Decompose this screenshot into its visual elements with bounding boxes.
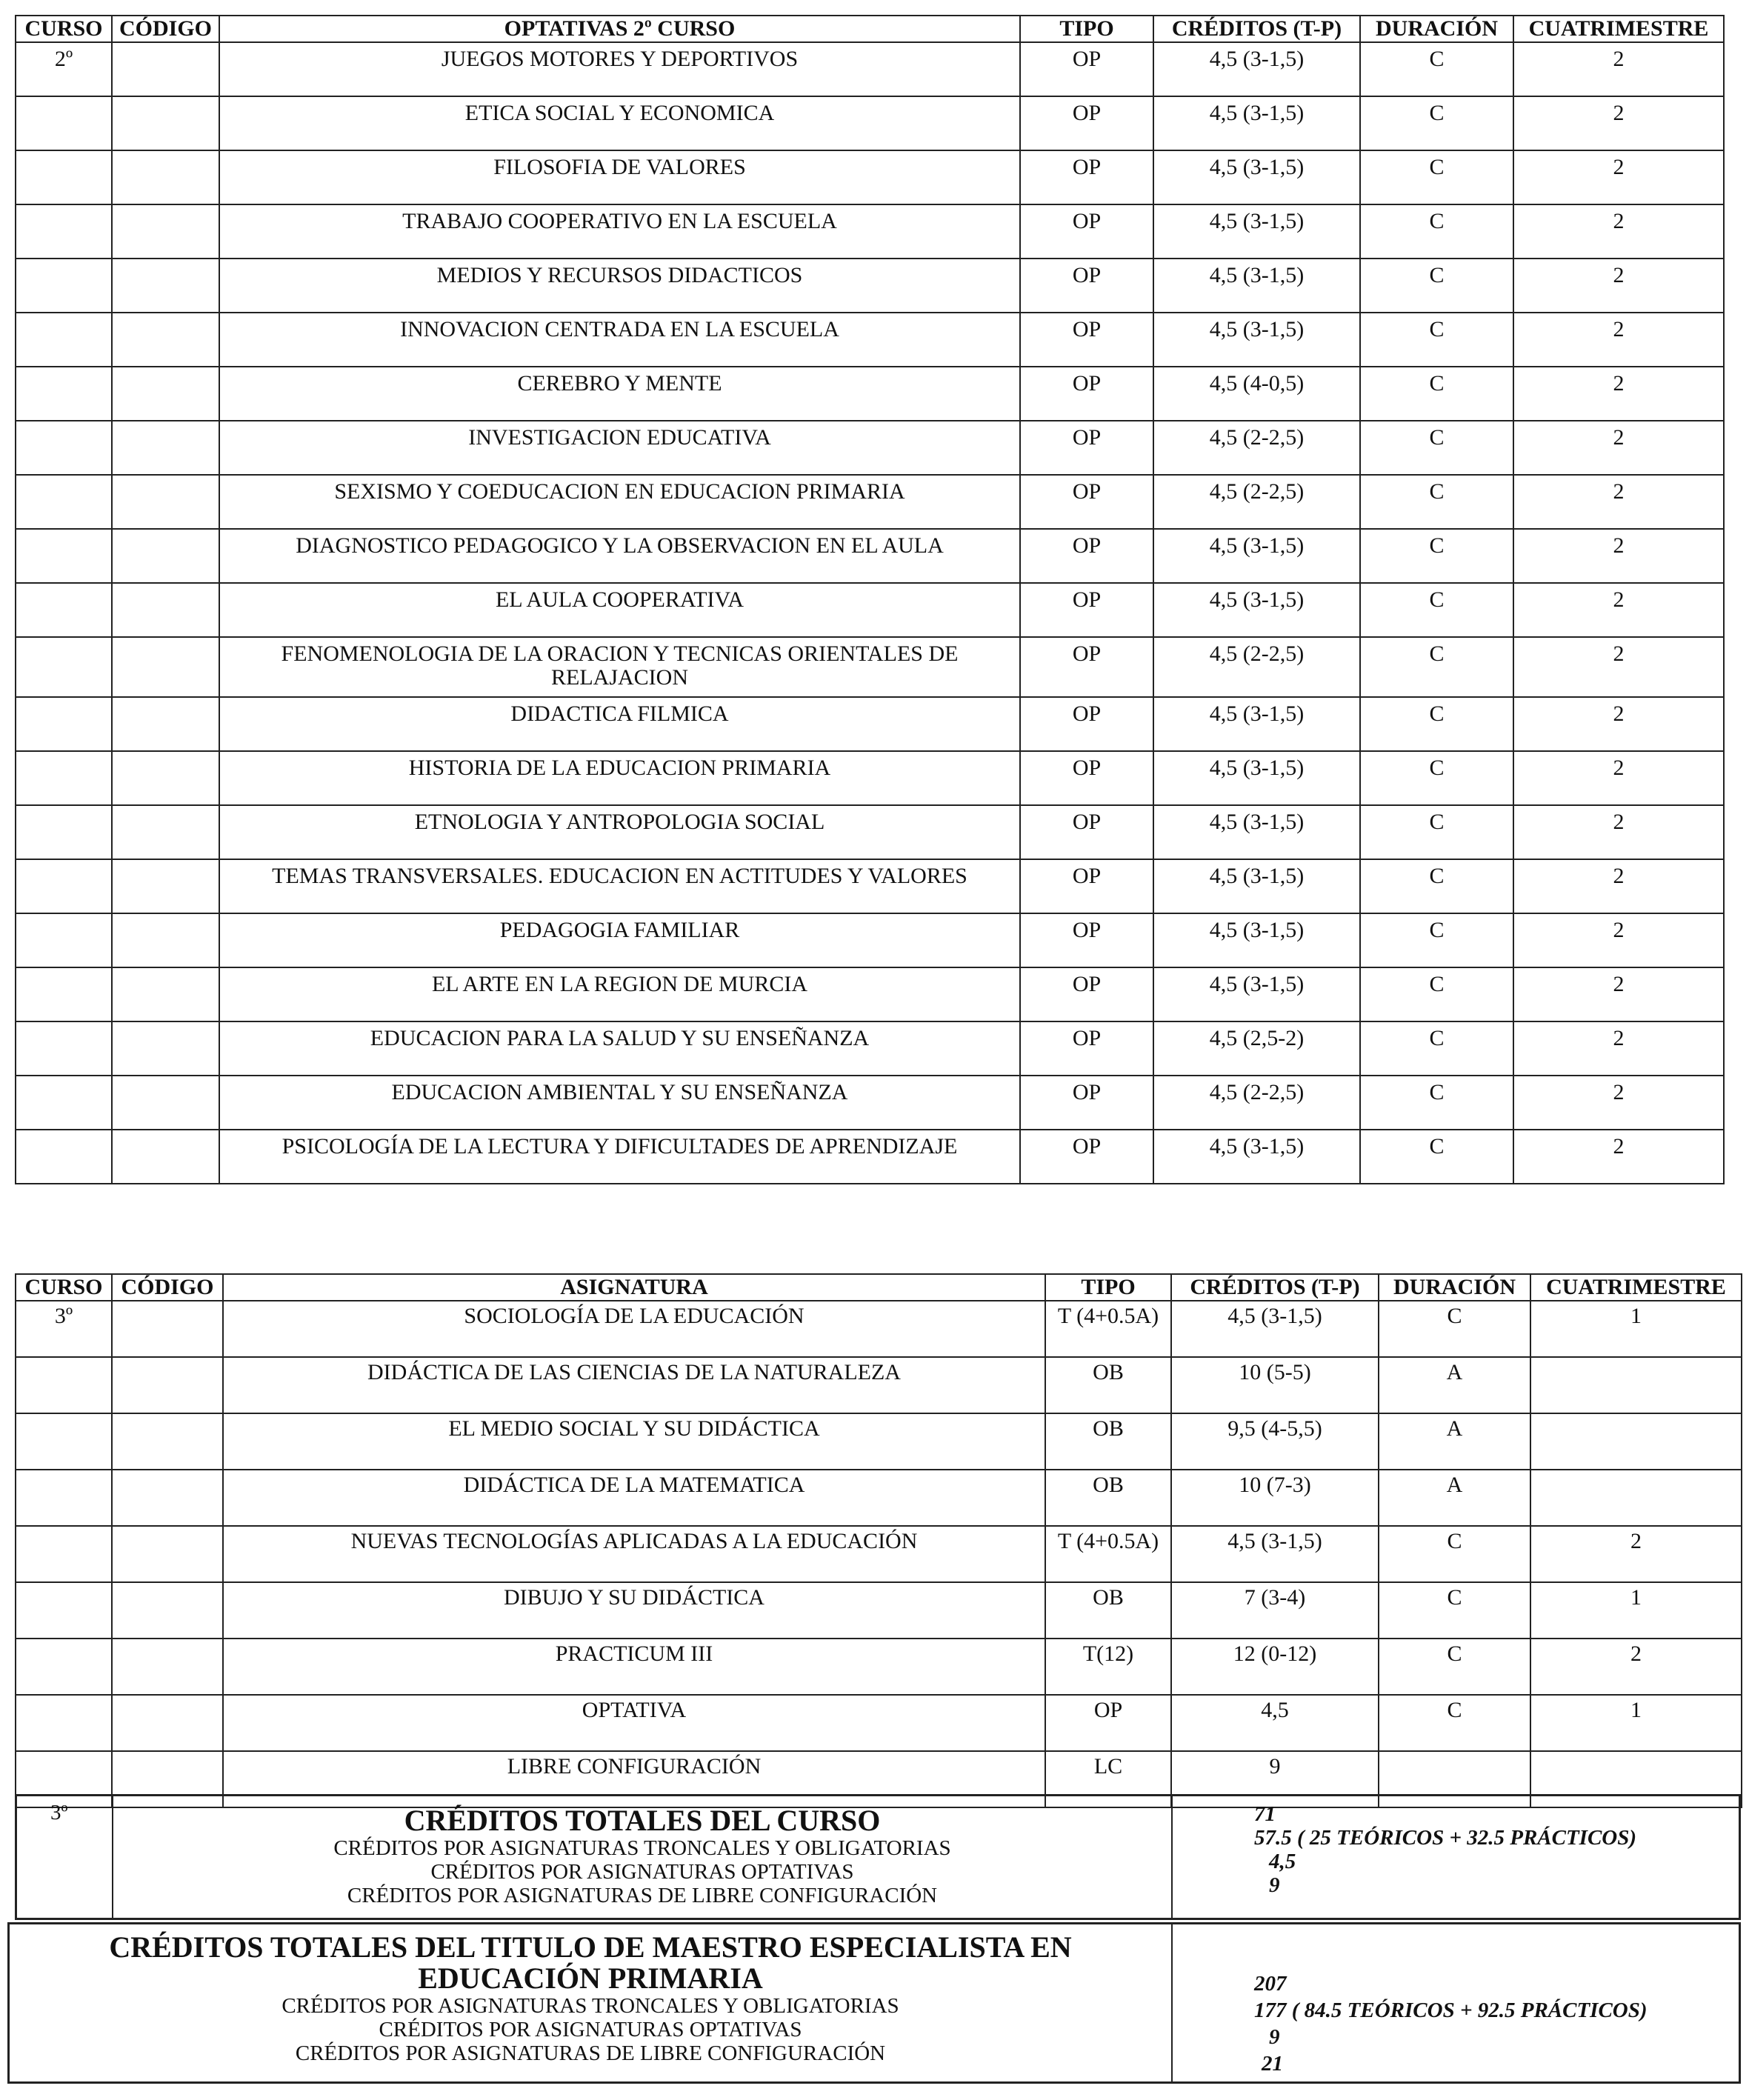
- asignatura-cell: INNOVACION CENTRADA EN LA ESCUELA: [219, 313, 1020, 367]
- curso-cell: [16, 697, 112, 751]
- course-total-value: 71: [1254, 1802, 1276, 1826]
- codigo-cell: [112, 1639, 223, 1695]
- table-row: [16, 1130, 1724, 1184]
- table-row: [16, 475, 1724, 529]
- cuatrimestre-cell: 2: [1530, 1639, 1742, 1695]
- duracion-cell: C: [1360, 697, 1513, 751]
- table-row: [16, 421, 1724, 475]
- table-row: [16, 1413, 1742, 1470]
- duracion-cell: C: [1379, 1301, 1530, 1357]
- asignatura-cell: JUEGOS MOTORES Y DEPORTIVOS: [219, 42, 1020, 96]
- tipo-cell: OP: [1020, 583, 1153, 637]
- table-row: [16, 805, 1724, 859]
- duracion-cell: C: [1360, 96, 1513, 150]
- curso-cell: [16, 1639, 112, 1695]
- asignatura-cell: MEDIOS Y RECURSOS DIDACTICOS: [219, 259, 1020, 313]
- creditos-cell: 4,5 (3-1,5): [1153, 805, 1360, 859]
- curso-cell: 2º: [16, 42, 112, 96]
- totals-curso: 3º: [50, 1801, 68, 1824]
- creditos-cell: 4,5 (3-1,5): [1153, 42, 1360, 96]
- header-duracion: DURACIÓN: [1379, 1274, 1530, 1301]
- codigo-cell: [112, 697, 219, 751]
- asignatura-cell: HISTORIA DE LA EDUCACION PRIMARIA: [219, 751, 1020, 805]
- codigo-cell: [112, 805, 219, 859]
- tipo-cell: OB: [1045, 1470, 1171, 1526]
- creditos-cell: 7 (3-4): [1171, 1582, 1379, 1639]
- tipo-cell: OP: [1020, 805, 1153, 859]
- header-codigo: CÓDIGO: [112, 1274, 223, 1301]
- cuatrimestre-cell: 2: [1513, 697, 1724, 751]
- tipo-cell: OP: [1020, 697, 1153, 751]
- header-optativas: OPTATIVAS 2º CURSO: [219, 16, 1020, 42]
- tipo-cell: OP: [1020, 751, 1153, 805]
- cuatrimestre-cell: 2: [1513, 150, 1724, 204]
- curso-cell: [16, 1526, 112, 1582]
- header-duracion: DURACIÓN: [1360, 16, 1513, 42]
- duracion-cell: C: [1360, 367, 1513, 421]
- creditos-cell: 4,5 (2,5-2): [1153, 1021, 1360, 1076]
- curso-cell: [16, 421, 112, 475]
- asignatura-cell: ETICA SOCIAL Y ECONOMICA: [219, 96, 1020, 150]
- tipo-cell: OP: [1020, 421, 1153, 475]
- creditos-cell: 4,5 (3-1,5): [1153, 96, 1360, 150]
- creditos-cell: 4,5 (3-1,5): [1153, 313, 1360, 367]
- tipo-cell: OP: [1020, 42, 1153, 96]
- degree-total-value: 207: [1254, 1972, 1287, 1996]
- table-row: [16, 1582, 1742, 1639]
- duracion-cell: C: [1360, 751, 1513, 805]
- creditos-cell: 4,5: [1171, 1695, 1379, 1751]
- asignatura-cell: SOCIOLOGÍA DE LA EDUCACIÓN: [223, 1301, 1045, 1357]
- creditos-cell: 4,5 (2-2,5): [1153, 421, 1360, 475]
- duracion-cell: A: [1379, 1413, 1530, 1470]
- tipo-cell: OP: [1020, 367, 1153, 421]
- cuatrimestre-cell: 2: [1513, 96, 1724, 150]
- header-cuatrimestre: CUATRIMESTRE: [1513, 16, 1724, 42]
- duracion-cell: C: [1360, 805, 1513, 859]
- codigo-cell: [112, 637, 219, 697]
- duracion-cell: C: [1379, 1582, 1530, 1639]
- asignatura-cell: EDUCACION AMBIENTAL Y SU ENSEÑANZA: [219, 1076, 1020, 1130]
- creditos-cell: 4,5 (3-1,5): [1153, 967, 1360, 1021]
- asignatura-cell: OPTATIVA: [223, 1695, 1045, 1751]
- creditos-cell: 4,5 (4-0,5): [1153, 367, 1360, 421]
- cuatrimestre-cell: 2: [1513, 1076, 1724, 1130]
- codigo-cell: [112, 1470, 223, 1526]
- degree-troncales-label: CRÉDITOS POR ASIGNATURAS TRONCALES Y OBLIGATORIAS: [281, 1994, 899, 2018]
- codigo-cell: [112, 475, 219, 529]
- degree-libre-label: CRÉDITOS POR ASIGNATURAS DE LIBRE CONFIGURACIÓN: [295, 2041, 886, 2065]
- table-row: [16, 637, 1724, 697]
- degree-totals-box: [7, 1922, 1741, 2084]
- curso-cell: [16, 637, 112, 697]
- tipo-cell: OP: [1020, 313, 1153, 367]
- asignatura-cell: DIBUJO Y SU DIDÁCTICA: [223, 1582, 1045, 1639]
- tipo-cell: OP: [1020, 967, 1153, 1021]
- curso-cell: [16, 367, 112, 421]
- tipo-cell: LC: [1045, 1751, 1171, 1807]
- cuatrimestre-cell: 1: [1530, 1695, 1742, 1751]
- cuatrimestre-cell: 2: [1513, 583, 1724, 637]
- curso-cell: [16, 967, 112, 1021]
- duracion-cell: C: [1360, 583, 1513, 637]
- asignatura-cell: PSICOLOGÍA DE LA LECTURA Y DIFICULTADES DE APRENDIZAJE: [219, 1130, 1020, 1184]
- table-header-row: [16, 1274, 1742, 1301]
- cuatrimestre-cell: [1530, 1357, 1742, 1413]
- course-libre-value: 9: [1269, 1873, 1280, 1897]
- duracion-cell: C: [1360, 475, 1513, 529]
- cuatrimestre-cell: 2: [1513, 42, 1724, 96]
- duracion-cell: A: [1379, 1470, 1530, 1526]
- header-curso: CURSO: [16, 1274, 112, 1301]
- table-row: [16, 367, 1724, 421]
- creditos-cell: 4,5 (3-1,5): [1153, 583, 1360, 637]
- cuatrimestre-cell: 2: [1513, 1021, 1724, 1076]
- tipo-cell: OP: [1045, 1695, 1171, 1751]
- asignatura-cell: NUEVAS TECNOLOGÍAS APLICADAS A LA EDUCACIÓN: [223, 1526, 1045, 1582]
- duracion-cell: C: [1379, 1639, 1530, 1695]
- asignatura-cell: EL AULA COOPERATIVA: [219, 583, 1020, 637]
- creditos-cell: 4,5 (2-2,5): [1153, 475, 1360, 529]
- tipo-cell: OP: [1020, 1130, 1153, 1184]
- curso-cell: [16, 1021, 112, 1076]
- table-row: [16, 859, 1724, 913]
- asignatura-cell: EDUCACION PARA LA SALUD Y SU ENSEÑANZA: [219, 1021, 1020, 1076]
- creditos-cell: 4,5 (3-1,5): [1153, 859, 1360, 913]
- header-tipo: TIPO: [1045, 1274, 1171, 1301]
- cuatrimestre-cell: 2: [1513, 259, 1724, 313]
- course-troncales-value: 57.5 ( 25 TEÓRICOS + 32.5 PRÁCTICOS): [1254, 1826, 1637, 1850]
- cuatrimestre-cell: 2: [1530, 1526, 1742, 1582]
- creditos-cell: 4,5 (3-1,5): [1153, 259, 1360, 313]
- curso-cell: [16, 1413, 112, 1470]
- duracion-cell: C: [1360, 913, 1513, 967]
- curso-cell: [16, 805, 112, 859]
- asignatura-cell: ETNOLOGIA Y ANTROPOLOGIA SOCIAL: [219, 805, 1020, 859]
- codigo-cell: [112, 367, 219, 421]
- creditos-cell: 10 (7-3): [1171, 1470, 1379, 1526]
- creditos-cell: 4,5 (3-1,5): [1153, 150, 1360, 204]
- duracion-cell: C: [1360, 313, 1513, 367]
- course-optativas-label: CRÉDITOS POR ASIGNATURAS OPTATIVAS: [430, 1860, 854, 1884]
- curso-cell: [16, 1470, 112, 1526]
- codigo-cell: [112, 204, 219, 259]
- table-row: [16, 1639, 1742, 1695]
- creditos-cell: 12 (0-12): [1171, 1639, 1379, 1695]
- course-optativas-value: 4,5: [1269, 1850, 1296, 1873]
- table-row: [16, 1695, 1742, 1751]
- table-row: [16, 150, 1724, 204]
- curso-cell: [16, 150, 112, 204]
- table-row: [16, 313, 1724, 367]
- duracion-cell: C: [1360, 529, 1513, 583]
- tipo-cell: OB: [1045, 1413, 1171, 1470]
- codigo-cell: [112, 259, 219, 313]
- asignatura-cell: LIBRE CONFIGURACIÓN: [223, 1751, 1045, 1807]
- degree-optativas-label: CRÉDITOS POR ASIGNATURAS OPTATIVAS: [379, 2018, 802, 2041]
- cuatrimestre-cell: 2: [1513, 751, 1724, 805]
- duracion-cell: C: [1360, 150, 1513, 204]
- creditos-cell: 4,5 (3-1,5): [1171, 1301, 1379, 1357]
- asignatura-cell: DIAGNOSTICO PEDAGOGICO Y LA OBSERVACION EN EL AULA: [219, 529, 1020, 583]
- table-header-row: [16, 16, 1724, 42]
- degree-libre-value: 21: [1262, 2052, 1283, 2076]
- duracion-cell: C: [1360, 204, 1513, 259]
- creditos-cell: 4,5 (3-1,5): [1153, 697, 1360, 751]
- creditos-cell: 4,5 (3-1,5): [1153, 529, 1360, 583]
- curso-cell: [16, 1582, 112, 1639]
- duracion-cell: C: [1360, 259, 1513, 313]
- course-troncales-label: CRÉDITOS POR ASIGNATURAS TRONCALES Y OBLIGATORIAS: [333, 1836, 951, 1860]
- header-codigo: CÓDIGO: [112, 16, 219, 42]
- duracion-cell: C: [1360, 637, 1513, 697]
- codigo-cell: [112, 913, 219, 967]
- header-asignatura: ASIGNATURA: [223, 1274, 1045, 1301]
- table-row: [16, 583, 1724, 637]
- curso-cell: [16, 1076, 112, 1130]
- degree-troncales-value: 177 ( 84.5 TEÓRICOS + 92.5 PRÁCTICOS): [1254, 1999, 1648, 2022]
- duracion-cell: C: [1379, 1695, 1530, 1751]
- cuatrimestre-cell: 2: [1513, 313, 1724, 367]
- degree-totals-title-1: CRÉDITOS TOTALES DEL TITULO DE MAESTRO ESPECIALISTA EN: [109, 1930, 1072, 1964]
- codigo-cell: [112, 859, 219, 913]
- asignatura-cell: DIDACTICA FILMICA: [219, 697, 1020, 751]
- asignatura-cell: SEXISMO Y COEDUCACION EN EDUCACION PRIMARIA: [219, 475, 1020, 529]
- table-row: [16, 751, 1724, 805]
- tipo-cell: OP: [1020, 259, 1153, 313]
- codigo-cell: [112, 967, 219, 1021]
- asignatura-cell: TEMAS TRANSVERSALES. EDUCACION EN ACTITUDES Y VALORES: [219, 859, 1020, 913]
- table-row: [16, 42, 1724, 96]
- cuatrimestre-cell: 1: [1530, 1301, 1742, 1357]
- asignatura-cell: PRACTICUM III: [223, 1639, 1045, 1695]
- cuatrimestre-cell: 2: [1513, 367, 1724, 421]
- curso-cell: [16, 1357, 112, 1413]
- codigo-cell: [112, 583, 219, 637]
- creditos-cell: 10 (5-5): [1171, 1357, 1379, 1413]
- duracion-cell: C: [1360, 1021, 1513, 1076]
- cuatrimestre-cell: 2: [1513, 967, 1724, 1021]
- duracion-cell: C: [1360, 1130, 1513, 1184]
- table-row: [16, 1021, 1724, 1076]
- table-row: [16, 529, 1724, 583]
- asignaturas-table: [15, 1273, 1742, 1808]
- header-creditos: CRÉDITOS (T-P): [1153, 16, 1360, 42]
- duracion-cell: C: [1360, 859, 1513, 913]
- codigo-cell: [112, 1413, 223, 1470]
- curso-cell: [16, 859, 112, 913]
- course-totals-title: CRÉDITOS TOTALES DEL CURSO: [404, 1804, 881, 1837]
- codigo-cell: [112, 1301, 223, 1357]
- codigo-cell: [112, 1076, 219, 1130]
- degree-totals-title-2: EDUCACIÓN PRIMARIA: [418, 1961, 763, 1995]
- asignatura-cell: FILOSOFIA DE VALORES: [219, 150, 1020, 204]
- creditos-cell: 9,5 (4-5,5): [1171, 1413, 1379, 1470]
- duracion-cell: C: [1360, 42, 1513, 96]
- codigo-cell: [112, 1582, 223, 1639]
- degree-optativas-value: 9: [1269, 2025, 1280, 2049]
- tipo-cell: OP: [1020, 1076, 1153, 1130]
- codigo-cell: [112, 1695, 223, 1751]
- cuatrimestre-cell: 2: [1513, 637, 1724, 697]
- asignatura-cell: PEDAGOGIA FAMILIAR: [219, 913, 1020, 967]
- creditos-cell: 4,5 (3-1,5): [1153, 204, 1360, 259]
- codigo-cell: [112, 150, 219, 204]
- table-row: [16, 967, 1724, 1021]
- cuatrimestre-cell: 2: [1513, 805, 1724, 859]
- tipo-cell: OP: [1020, 96, 1153, 150]
- codigo-cell: [112, 751, 219, 805]
- table-row: [16, 204, 1724, 259]
- codigo-cell: [112, 1021, 219, 1076]
- tipo-cell: OP: [1020, 1021, 1153, 1076]
- curso-cell: [16, 583, 112, 637]
- curso-cell: [16, 913, 112, 967]
- creditos-cell: 4,5 (3-1,5): [1171, 1526, 1379, 1582]
- codigo-cell: [112, 96, 219, 150]
- course-totals-box: [15, 1794, 1741, 1920]
- asignatura-cell: INVESTIGACION EDUCATIVA: [219, 421, 1020, 475]
- asignatura-cell: EL ARTE EN LA REGION DE MURCIA: [219, 967, 1020, 1021]
- table-row: [16, 1301, 1742, 1357]
- asignatura-cell: TRABAJO COOPERATIVO EN LA ESCUELA: [219, 204, 1020, 259]
- codigo-cell: [112, 1357, 223, 1413]
- tipo-cell: OP: [1020, 529, 1153, 583]
- curso-cell: [16, 475, 112, 529]
- table-row: [16, 1470, 1742, 1526]
- asignatura-cell: DIDÁCTICA DE LA MATEMATICA: [223, 1470, 1045, 1526]
- cuatrimestre-cell: 2: [1513, 913, 1724, 967]
- tipo-cell: T(12): [1045, 1639, 1171, 1695]
- table-row: [16, 697, 1724, 751]
- asignatura-cell: EL MEDIO SOCIAL Y SU DIDÁCTICA: [223, 1413, 1045, 1470]
- curso-cell: [16, 259, 112, 313]
- header-tipo: TIPO: [1020, 16, 1153, 42]
- header-cuatrimestre: CUATRIMESTRE: [1530, 1274, 1742, 1301]
- table-row: [16, 913, 1724, 967]
- codigo-cell: [112, 421, 219, 475]
- cuatrimestre-cell: 2: [1513, 475, 1724, 529]
- optativas-table: [15, 15, 1725, 1184]
- course-libre-label: CRÉDITOS POR ASIGNATURAS DE LIBRE CONFIGURACIÓN: [347, 1884, 938, 1907]
- table-row: [16, 259, 1724, 313]
- asignatura-cell: DIDÁCTICA DE LAS CIENCIAS DE LA NATURALEZA: [223, 1357, 1045, 1413]
- curso-cell: [16, 529, 112, 583]
- tipo-cell: OP: [1020, 913, 1153, 967]
- creditos-cell: 4,5 (3-1,5): [1153, 1130, 1360, 1184]
- cuatrimestre-cell: [1530, 1413, 1742, 1470]
- curso-cell: [16, 751, 112, 805]
- cuatrimestre-cell: 2: [1513, 421, 1724, 475]
- tipo-cell: OB: [1045, 1357, 1171, 1413]
- cuatrimestre-cell: [1530, 1470, 1742, 1526]
- cuatrimestre-cell: 2: [1513, 529, 1724, 583]
- cuatrimestre-cell: 2: [1513, 1130, 1724, 1184]
- creditos-cell: 9: [1171, 1751, 1379, 1807]
- cuatrimestre-cell: 2: [1513, 204, 1724, 259]
- tipo-cell: OB: [1045, 1582, 1171, 1639]
- table-row: [16, 1526, 1742, 1582]
- codigo-cell: [112, 42, 219, 96]
- table-row: [16, 96, 1724, 150]
- curso-cell: [16, 96, 112, 150]
- creditos-cell: 4,5 (3-1,5): [1153, 913, 1360, 967]
- codigo-cell: [112, 1526, 223, 1582]
- table-row: [16, 1076, 1724, 1130]
- asignatura-cell: CEREBRO Y MENTE: [219, 367, 1020, 421]
- curso-cell: 3º: [16, 1301, 112, 1357]
- curso-cell: [16, 1130, 112, 1184]
- creditos-cell: 4,5 (2-2,5): [1153, 637, 1360, 697]
- header-curso: CURSO: [16, 16, 112, 42]
- tipo-cell: T (4+0.5A): [1045, 1301, 1171, 1357]
- codigo-cell: [112, 529, 219, 583]
- table-row: [16, 1357, 1742, 1413]
- codigo-cell: [112, 313, 219, 367]
- tipo-cell: OP: [1020, 204, 1153, 259]
- duracion-cell: A: [1379, 1357, 1530, 1413]
- creditos-cell: 4,5 (3-1,5): [1153, 751, 1360, 805]
- codigo-cell: [112, 1130, 219, 1184]
- creditos-cell: 4,5 (2-2,5): [1153, 1076, 1360, 1130]
- tipo-cell: T (4+0.5A): [1045, 1526, 1171, 1582]
- curso-cell: [16, 1695, 112, 1751]
- tipo-cell: OP: [1020, 150, 1153, 204]
- duracion-cell: C: [1360, 967, 1513, 1021]
- asignatura-cell: FENOMENOLOGIA DE LA ORACION Y TECNICAS ORIENTALES DE RELAJACION: [219, 637, 1020, 697]
- tipo-cell: OP: [1020, 859, 1153, 913]
- duracion-cell: C: [1360, 421, 1513, 475]
- cuatrimestre-cell: 2: [1513, 859, 1724, 913]
- tipo-cell: OP: [1020, 637, 1153, 697]
- cuatrimestre-cell: 1: [1530, 1582, 1742, 1639]
- duracion-cell: C: [1360, 1076, 1513, 1130]
- header-creditos: CRÉDITOS (T-P): [1171, 1274, 1379, 1301]
- curso-cell: [16, 313, 112, 367]
- duracion-cell: C: [1379, 1526, 1530, 1582]
- curso-cell: [16, 204, 112, 259]
- tipo-cell: OP: [1020, 475, 1153, 529]
